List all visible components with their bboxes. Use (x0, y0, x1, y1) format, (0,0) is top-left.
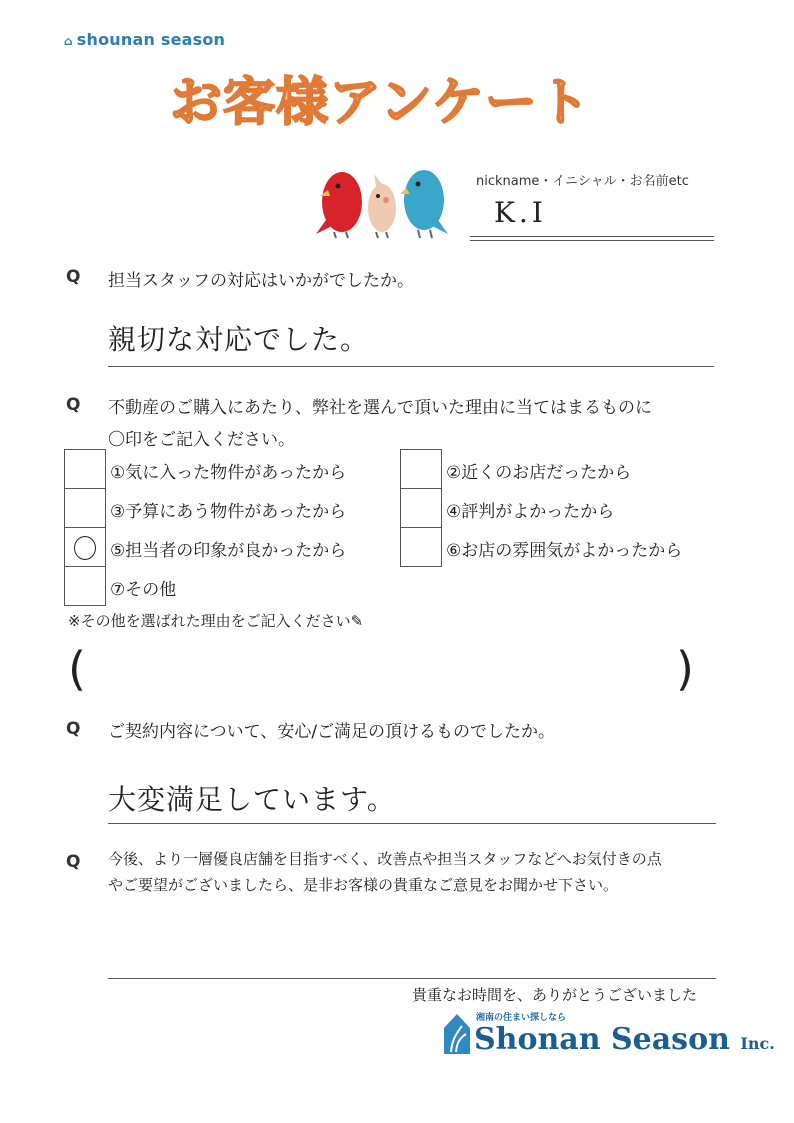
q3-answer[interactable]: 大変満足しています。 (108, 783, 396, 816)
footer-brand-name: Shonan Season (474, 1022, 730, 1057)
option-5-label: ⑤担当者の印象が良かったから (110, 541, 347, 561)
q4-marker: Q (66, 852, 81, 872)
thanks-message: 貴重なお時間を、ありがとうございました (412, 986, 698, 1004)
q3-answer-line (108, 823, 716, 824)
nickname-label: nickname・イニシャル・お名前etc (476, 174, 689, 189)
other-reason-input-area[interactable] (92, 648, 672, 694)
q4-answer-line (108, 978, 716, 979)
q2-question-line1: 不動産のご購入にあたり、弊社を選んで頂いた理由に当てはまるものに (108, 398, 652, 418)
q3-question: ご契約内容について、安心/ご満足の頂けるものでしたか。 (108, 722, 556, 742)
other-reason-paren-open: ( (68, 642, 86, 696)
q1-marker: Q (66, 267, 81, 287)
other-reason-paren-close: ) (676, 642, 694, 696)
option-7-label: ⑦その他 (110, 580, 177, 600)
footer-brand (474, 1022, 775, 1057)
house-logo-icon (442, 1012, 472, 1054)
nickname-underline (470, 236, 714, 237)
q4-answer-area[interactable] (108, 900, 716, 974)
red-bird-icon (316, 172, 362, 238)
q1-answer-line (108, 366, 714, 367)
birds-illustration-icon (314, 160, 454, 240)
q1-answer[interactable]: 親切な対応でした。 (108, 323, 370, 356)
q2-question-line2: 〇印をご記入ください。 (108, 430, 295, 450)
option-7-checkbox[interactable] (64, 566, 106, 606)
option-5-checkmark-circle-icon (74, 536, 96, 560)
q2-marker: Q (66, 395, 81, 415)
blue-bird-icon (400, 170, 448, 238)
option-3-label: ③予算にあう物件があったから (110, 502, 347, 522)
other-reason-note: ※その他を選ばれた理由をご記入ください✎ (68, 612, 364, 630)
option-3-checkbox[interactable] (64, 488, 106, 528)
q4-question-line2: やご要望がございましたら、是非お客様の貴重なご意見をお聞かせ下さい。 (108, 876, 619, 894)
footer-tagline: 湘南の住まい探しなら (476, 1013, 567, 1023)
header-logo (64, 30, 225, 49)
house-icon: ⌂ (64, 34, 73, 48)
option-2-checkbox[interactable] (400, 449, 442, 489)
option-2-label: ②近くのお店だったから (446, 463, 632, 483)
option-4-checkbox[interactable] (400, 488, 442, 528)
nickname-underline-double (470, 240, 714, 241)
option-1-checkbox[interactable] (64, 449, 106, 489)
q4-question-line1: 今後、より一層優良店舗を目指すべく、改善点や担当スタッフなどへお気付きの点 (108, 850, 662, 868)
footer-brand-inc: Inc. (740, 1034, 775, 1053)
option-6-label: ⑥お店の雰囲気がよかったから (446, 541, 683, 561)
option-1-label: ①気に入った物件があったから (110, 463, 347, 483)
option-6-checkbox[interactable] (400, 527, 442, 567)
nickname-value[interactable]: K.I (494, 196, 547, 229)
beige-bird-icon (368, 174, 396, 238)
page-title: お客様アンケート (170, 73, 591, 133)
header-logo-text: shounan season (76, 30, 226, 49)
option-4-label: ④評判がよかったから (446, 502, 615, 522)
q3-marker: Q (66, 719, 81, 739)
q1-question: 担当スタッフの対応はいかがでしたか。 (108, 271, 414, 291)
